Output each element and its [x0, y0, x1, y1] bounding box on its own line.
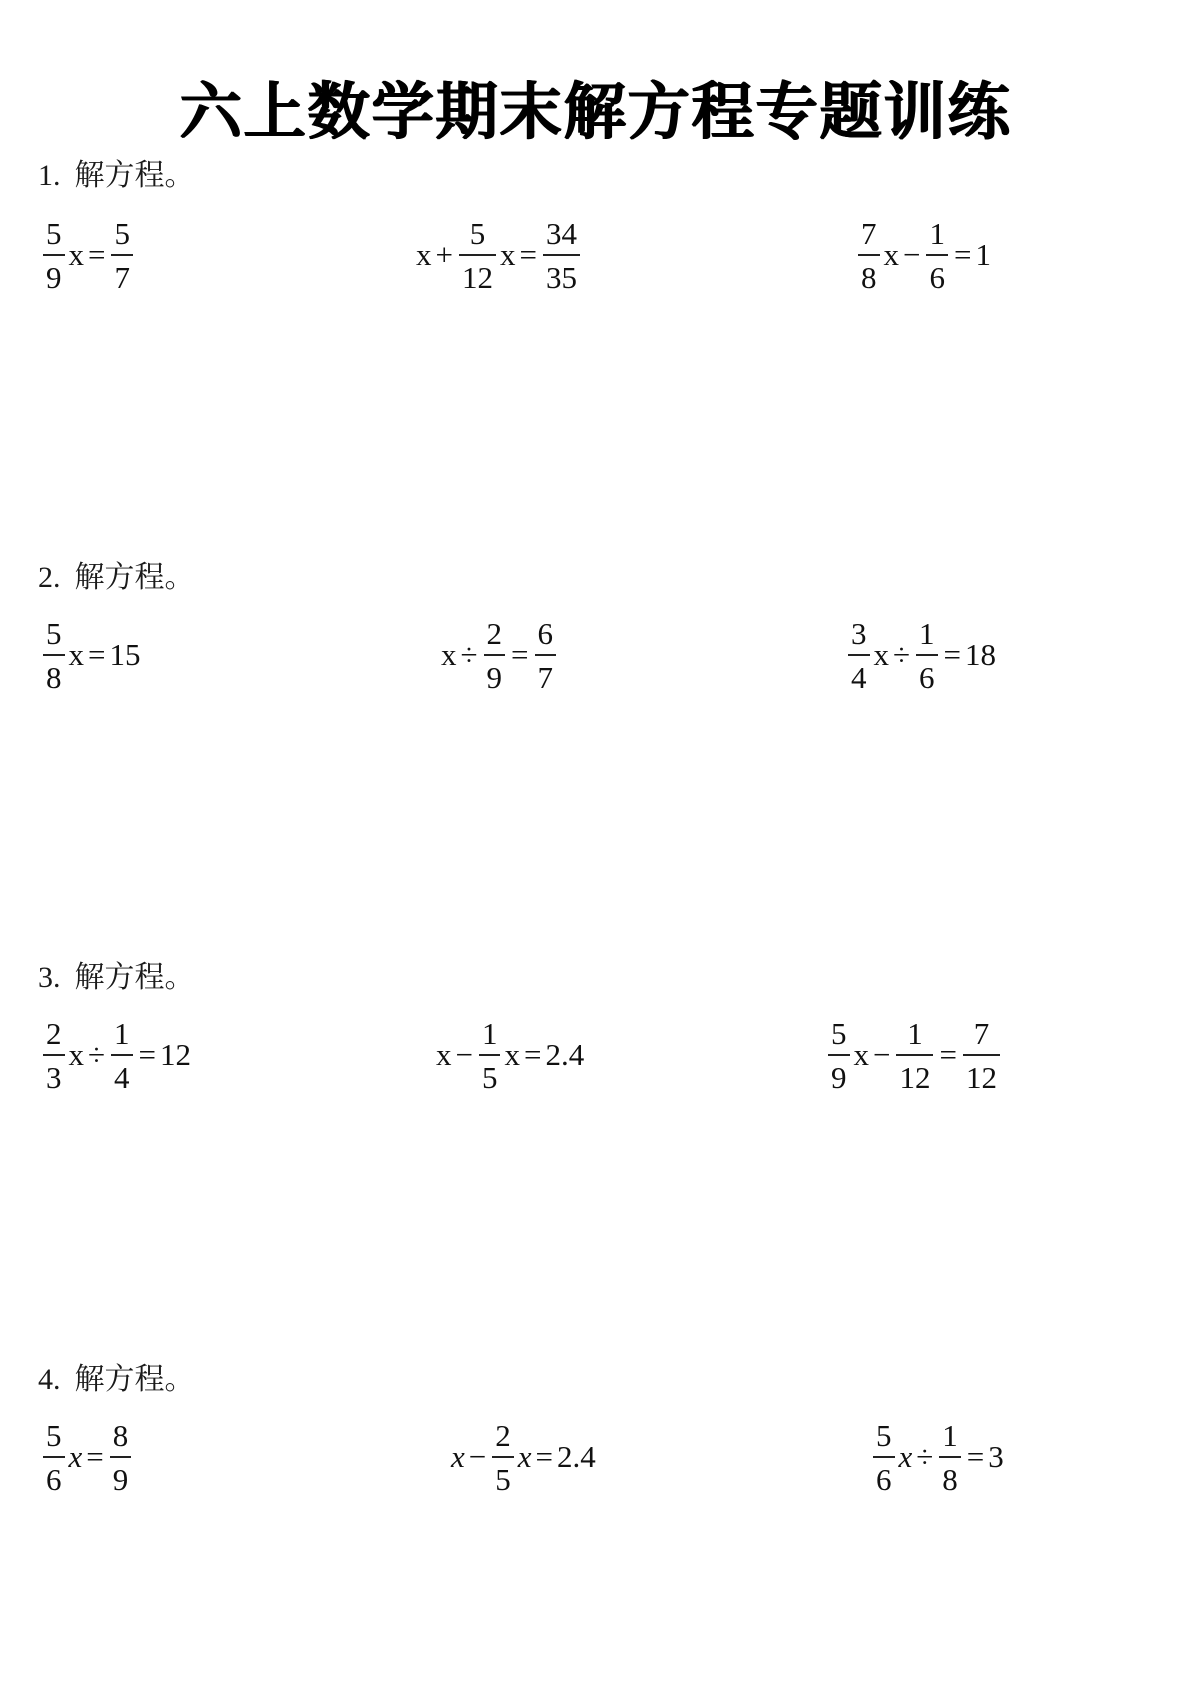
fraction-bar: [111, 254, 133, 256]
operator: =: [86, 1439, 104, 1475]
section-heading-4: [38, 1354, 195, 1398]
variable: x: [451, 1439, 465, 1475]
fraction: [492, 1420, 514, 1495]
fraction-denominator: 6: [919, 659, 935, 695]
fraction-bar: [963, 1054, 1000, 1056]
operator: +: [435, 237, 453, 273]
operator: ÷: [460, 637, 478, 673]
fraction-bar: [828, 1054, 850, 1056]
fraction: [963, 1018, 1000, 1093]
fraction-bar: [492, 1456, 514, 1458]
fraction-bar: [43, 254, 65, 256]
operator: =: [966, 1439, 985, 1475]
section-number: 4.: [38, 1363, 61, 1396]
fraction-bar: [459, 254, 496, 256]
fraction-numerator: 7: [861, 216, 877, 251]
section-heading-2: [38, 552, 195, 596]
operator: ÷: [916, 1439, 934, 1475]
fraction-bar: [926, 254, 948, 256]
fraction-denominator: 6: [876, 1461, 892, 1497]
fraction: [111, 1018, 133, 1093]
fraction-denominator: 9: [112, 1461, 129, 1497]
operator: =: [138, 1037, 156, 1073]
fraction-denominator: 6: [929, 259, 945, 295]
fraction-bar: [110, 1456, 132, 1458]
fraction-numerator: 5: [46, 616, 62, 651]
fraction-denominator: 9: [486, 659, 503, 695]
section-heading-1: [38, 150, 195, 194]
section-heading-3: [38, 952, 195, 996]
variable: x: [504, 1037, 520, 1073]
fraction-denominator: 12: [899, 1059, 931, 1095]
variable: x: [853, 1037, 869, 1073]
fraction-numerator: 1: [907, 1016, 923, 1051]
fraction: [543, 218, 580, 293]
equation: [435, 1018, 585, 1093]
fraction: [479, 1018, 501, 1093]
variable: x: [499, 237, 516, 273]
operator: −: [455, 1037, 473, 1073]
number: 12: [160, 1037, 191, 1073]
operator: =: [939, 1037, 957, 1073]
fraction-denominator: 4: [114, 1059, 130, 1095]
equation: [845, 618, 997, 693]
number: 18: [965, 637, 996, 673]
fraction-denominator: 9: [46, 259, 62, 295]
fraction: [848, 618, 870, 693]
fraction-denominator: 5: [481, 1059, 498, 1095]
fraction: [535, 618, 557, 693]
variable: x: [441, 637, 457, 673]
operator: −: [873, 1037, 891, 1073]
fraction-bar: [43, 1456, 65, 1458]
equation: [40, 218, 136, 293]
fraction-numerator: 1: [929, 216, 945, 251]
variable: x: [68, 1439, 83, 1475]
fraction: [828, 1018, 850, 1093]
variable: x: [873, 637, 889, 673]
fraction: [43, 1018, 65, 1093]
fraction-numerator: 34: [545, 216, 577, 251]
fraction: [484, 618, 506, 693]
operator: =: [535, 1439, 553, 1475]
operator: =: [88, 637, 106, 673]
section-heading-label: 解方程。: [74, 960, 195, 995]
variable: x: [68, 637, 84, 673]
fraction: [939, 1420, 961, 1495]
variable: x: [898, 1439, 913, 1475]
variable: x: [883, 237, 899, 273]
section-heading-label: 解方程。: [74, 1362, 195, 1397]
fraction-numerator: 5: [469, 216, 486, 251]
fraction-numerator: 5: [831, 1016, 847, 1051]
section-heading-label: 解方程。: [74, 560, 195, 595]
variable: x: [436, 1037, 452, 1073]
page-title: 六上数学期末解方程专题训练: [179, 75, 1012, 148]
fraction-bar: [543, 254, 580, 256]
fraction-bar: [479, 1054, 501, 1056]
fraction-denominator: 7: [114, 259, 130, 295]
number: 2.4: [557, 1439, 596, 1475]
fraction-denominator: 9: [831, 1059, 847, 1095]
operator: =: [519, 237, 537, 273]
section-number: 1.: [38, 159, 61, 192]
fraction: [111, 218, 133, 293]
variable: x: [517, 1439, 532, 1475]
fraction-numerator: 5: [876, 1418, 892, 1453]
fraction-numerator: 3: [851, 616, 867, 651]
number: 1: [975, 237, 991, 273]
fraction: [873, 1420, 895, 1495]
variable: x: [416, 237, 432, 273]
operator: =: [943, 637, 961, 673]
equation: [40, 1018, 192, 1093]
fraction-denominator: 3: [46, 1059, 62, 1095]
equation: [855, 218, 992, 293]
fraction-bar: [535, 654, 557, 656]
fraction-numerator: 5: [114, 216, 130, 251]
fraction-numerator: 2: [495, 1418, 511, 1453]
fraction-numerator: 1: [114, 1016, 130, 1051]
operator: =: [523, 1037, 542, 1073]
equation: [440, 618, 559, 693]
equation: [825, 1018, 1003, 1093]
fraction-denominator: 6: [46, 1461, 62, 1497]
fraction-numerator: 5: [46, 216, 62, 251]
fraction: [926, 218, 948, 293]
fraction-denominator: 8: [46, 659, 62, 695]
fraction-denominator: 12: [461, 259, 493, 295]
section-number: 3.: [38, 961, 61, 994]
fraction-numerator: 2: [46, 1016, 62, 1051]
equation: [40, 618, 141, 693]
fraction: [896, 1018, 933, 1093]
fraction-numerator: 2: [486, 616, 503, 651]
fraction: [43, 618, 65, 693]
fraction: [858, 218, 880, 293]
fraction: [110, 1420, 132, 1495]
fraction-numerator: 7: [973, 1016, 990, 1051]
operator: ÷: [88, 1037, 106, 1073]
fraction-numerator: 8: [112, 1418, 129, 1453]
fraction-denominator: 8: [942, 1461, 958, 1497]
variable: x: [68, 237, 84, 273]
operator: ÷: [893, 637, 911, 673]
fraction-denominator: 7: [537, 659, 553, 695]
operator: −: [903, 237, 921, 273]
number: 2.4: [545, 1037, 585, 1073]
fraction: [43, 1420, 65, 1495]
fraction-bar: [43, 654, 65, 656]
fraction-bar: [896, 1054, 933, 1056]
fraction-numerator: 6: [537, 616, 553, 651]
fraction-numerator: 1: [919, 616, 935, 651]
fraction-numerator: 1: [481, 1016, 498, 1051]
fraction-bar: [848, 654, 870, 656]
fraction-denominator: 35: [545, 259, 577, 295]
fraction-numerator: 5: [46, 1418, 62, 1453]
fraction-bar: [111, 1054, 133, 1056]
fraction: [43, 218, 65, 293]
fraction-denominator: 12: [965, 1059, 997, 1095]
variable: x: [68, 1037, 84, 1073]
equation: [870, 1420, 1005, 1495]
number: 15: [109, 637, 141, 673]
fraction-denominator: 5: [495, 1461, 511, 1497]
fraction-bar: [484, 654, 506, 656]
operator: =: [511, 637, 529, 673]
equation: [450, 1420, 597, 1495]
equation: [40, 1420, 134, 1495]
operator: =: [88, 237, 106, 273]
section-heading-label: 解方程。: [74, 158, 195, 193]
fraction-bar: [916, 654, 938, 656]
operator: =: [953, 237, 972, 273]
fraction-bar: [873, 1456, 895, 1458]
fraction-denominator: 4: [851, 659, 867, 695]
fraction: [459, 218, 496, 293]
section-number: 2.: [38, 561, 61, 594]
fraction-numerator: 1: [942, 1418, 958, 1453]
fraction-bar: [43, 1054, 65, 1056]
fraction: [916, 618, 938, 693]
operator: −: [468, 1439, 487, 1475]
fraction-bar: [939, 1456, 961, 1458]
number: 3: [988, 1439, 1004, 1475]
equation: [415, 218, 583, 293]
fraction-denominator: 8: [861, 259, 877, 295]
fraction-bar: [858, 254, 880, 256]
